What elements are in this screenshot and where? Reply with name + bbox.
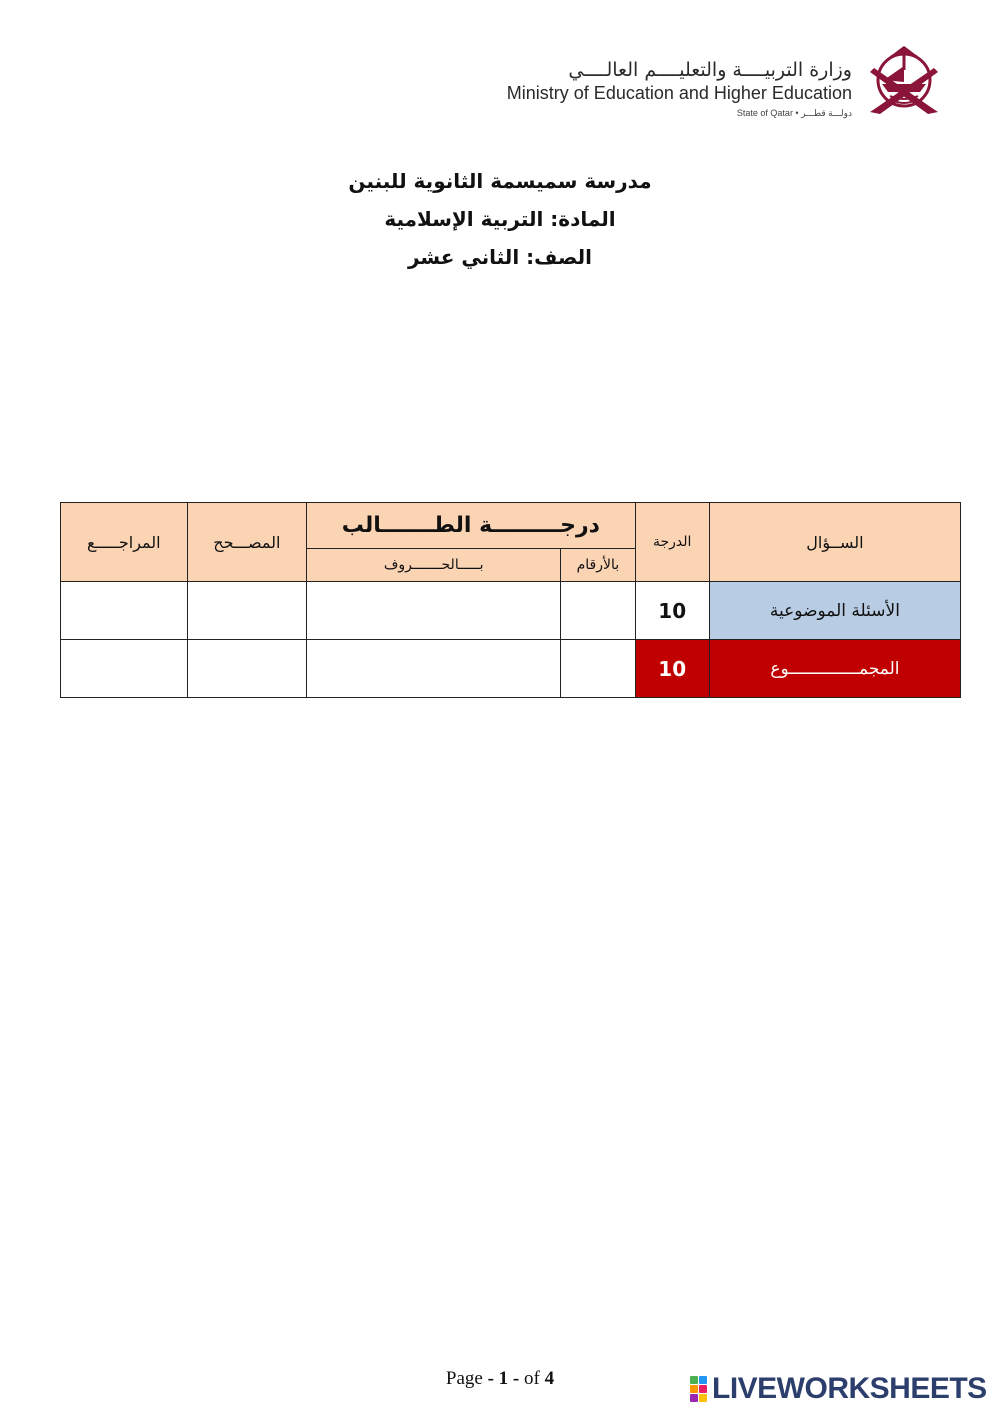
liveworksheets-text: LIVEWORKSHEETS <box>712 1372 987 1405</box>
header-question: الســؤال <box>709 503 960 582</box>
qatar-emblem-icon <box>864 34 944 128</box>
liveworksheets-logo <box>690 1372 987 1406</box>
page-prefix: Page <box>445 1368 483 1389</box>
page-total: 4 <box>544 1368 555 1389</box>
corrector-cell[interactable] <box>187 582 307 640</box>
ministry-name-en: Ministry of Education and Higher Education <box>506 83 852 103</box>
total-numbers-cell[interactable] <box>561 640 635 698</box>
ministry-name-ar: وزارة التربيــــة والتعليــــم العالــــي <box>568 59 852 81</box>
row-question-label: الأسئلة الموضوعية <box>709 582 960 640</box>
state-line: State of Qatar • دولـــة قطـــر <box>736 108 852 118</box>
total-label: المجمــــــــــــــوع <box>709 640 960 698</box>
header-corrector: المصـــحح <box>187 503 307 582</box>
reviewer-cell[interactable] <box>61 582 188 640</box>
header-in-numbers: بالأرقام <box>561 549 635 582</box>
total-corrector-cell[interactable] <box>187 640 307 698</box>
page-of: of <box>524 1368 540 1389</box>
header-mark: الدرجة <box>635 503 709 582</box>
table-row <box>61 640 961 698</box>
row-max-mark: 10 <box>635 582 709 640</box>
student-mark-numbers-cell[interactable] <box>561 582 635 640</box>
total-reviewer-cell[interactable] <box>61 640 188 698</box>
header-in-letters: بـــــالحـــــــروف <box>307 549 561 582</box>
school-info <box>200 162 800 276</box>
page-current: - 1 - <box>487 1368 520 1389</box>
total-max-mark: 10 <box>635 640 709 698</box>
grade-line: الصف: الثاني عشر <box>407 245 593 269</box>
school-name: مدرسة سميسمة الثانوية للبنين <box>348 169 652 193</box>
table-row <box>61 582 961 640</box>
ministry-block <box>500 58 852 120</box>
liveworksheets-grid-icon <box>690 1376 707 1402</box>
page-number <box>380 1368 620 1390</box>
student-mark-letters-cell[interactable] <box>307 582 561 640</box>
total-letters-cell[interactable] <box>307 640 561 698</box>
grades-table <box>60 502 961 698</box>
header-reviewer: المراجـــــع <box>61 503 188 582</box>
subject-line: المادة: التربية الإسلامية <box>384 207 616 231</box>
header-student-mark: درجـــــــــة الطـــــــالب <box>307 503 635 549</box>
